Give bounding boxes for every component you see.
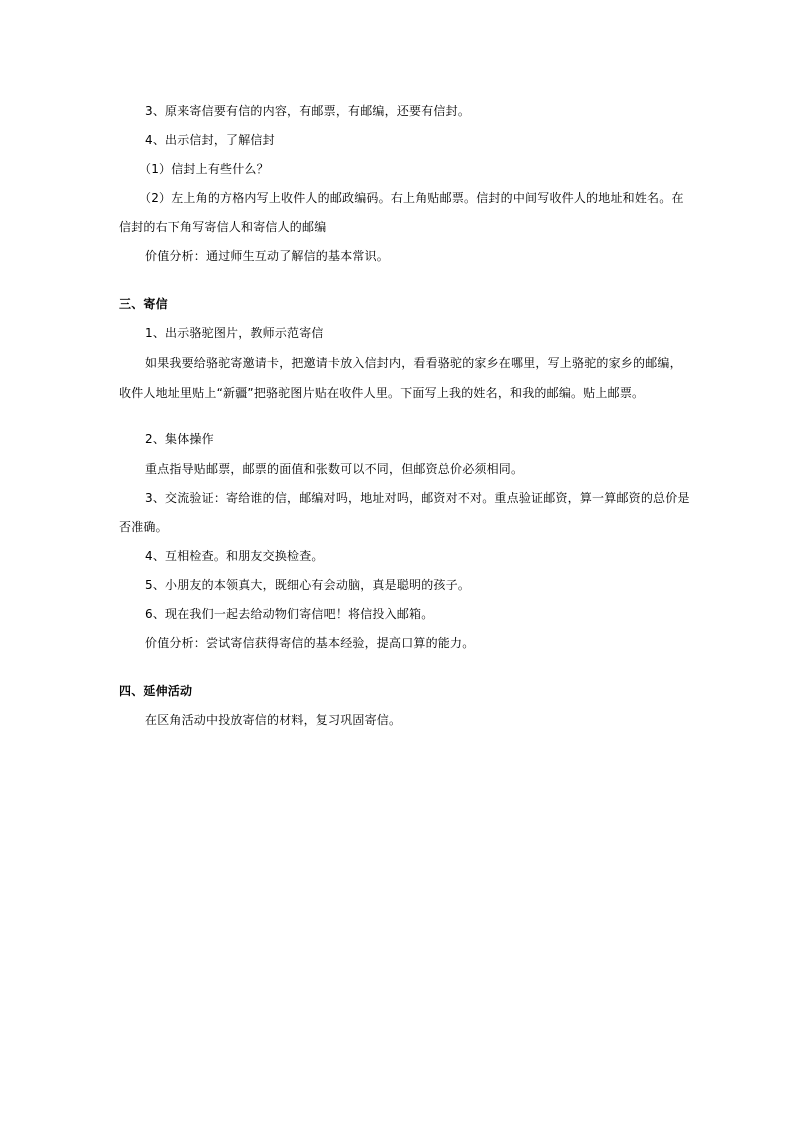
step-3-envelope-contents: 3、原来寄信要有信的内容，有邮票，有邮编，还要有信封。	[145, 104, 471, 118]
value-analysis-1: 价值分析：通过师生互动了解信的基本常识。	[145, 249, 390, 263]
section-3-step-2-detail: 重点指导贴邮票，邮票的面值和张数可以不同，但邮资总价必须相同。	[145, 462, 524, 476]
section-3-step-1: 1、出示骆驼图片，教师示范寄信	[145, 326, 324, 340]
section-3-step-5: 5、小朋友的本领真大，既细心有会动脑，真是聪明的孩子。	[145, 578, 471, 592]
section-4-activity: 在区角活动中投放寄信的材料，复习巩固寄信。	[145, 713, 402, 727]
section-3-step-3-line-2: 否准确。	[119, 520, 168, 534]
section-3-step-6: 6、现在我们一起去给动物们寄信吧！将信投入邮箱。	[145, 607, 434, 621]
section-3-heading: 三、寄信	[119, 297, 168, 311]
step-4-answer-2-line-2: 信封的右下角写寄信人和寄信人的邮编	[119, 220, 327, 234]
section-3-step-1-detail-line-2: 收件人地址里贴上“新疆”把骆驼图片贴在收件人里。下面写上我的姓名，和我的邮编。贴上邮票。	[119, 386, 645, 400]
section-3-step-4: 4、互相检查。和朋友交换检查。	[145, 549, 324, 563]
section-4-heading: 四、延伸活动	[119, 684, 193, 698]
section-3-step-3-line-1: 3、交流验证：寄给谁的信，邮编对吗，地址对吗，邮资对不对。重点验证邮资，算一算邮资的总价是	[145, 491, 690, 505]
section-3-step-1-detail-line-1: 如果我要给骆驼寄邀请卡，把邀请卡放入信封内，看看骆驼的家乡在哪里，写上骆驼的家乡的邮编，	[145, 356, 682, 370]
section-3-step-2: 2、集体操作	[145, 432, 214, 446]
step-4-answer-2-line-1: （2）左上角的方格内写上收件人的邮政编码。右上角贴邮票。信封的中间写收件人的地址和姓名。在	[139, 191, 684, 205]
value-analysis-2: 价值分析：尝试寄信获得寄信的基本经验，提高口算的能力。	[145, 636, 475, 650]
step-4-show-envelope: 4、出示信封，了解信封	[145, 133, 275, 147]
step-4-question-1: （1）信封上有些什么？	[139, 162, 269, 176]
